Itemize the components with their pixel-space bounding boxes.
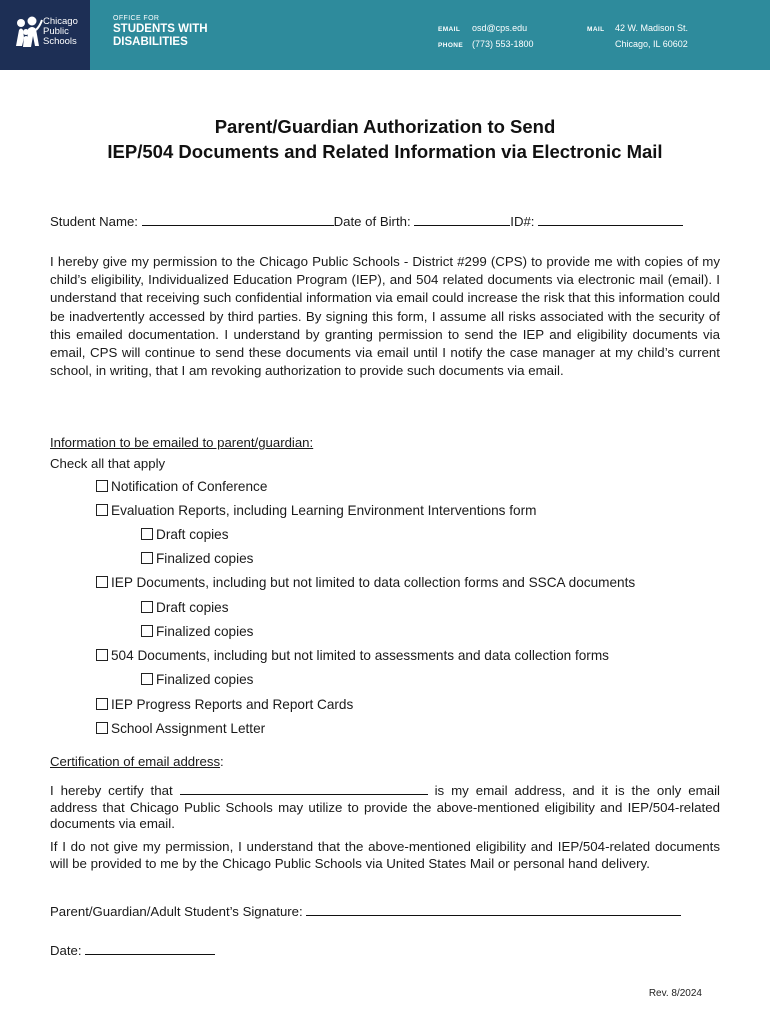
cps-family-logo-icon xyxy=(14,16,44,50)
logo-line-schools: Schools xyxy=(43,36,77,47)
checkbox-label: Draft copies xyxy=(156,600,229,615)
checkbox-label: 504 Documents, including but not limited to assessments and data collection forms xyxy=(111,648,609,663)
date-of-birth-label: Date of Birth: xyxy=(333,214,411,229)
checkbox-iep-documents[interactable] xyxy=(96,575,635,590)
letterhead-band xyxy=(0,0,770,70)
revision-label: Rev. 8/2024 xyxy=(648,988,702,999)
checkbox-iep-progress-reports[interactable] xyxy=(96,697,353,712)
checkbox-label: IEP Progress Reports and Report Cards xyxy=(111,697,354,712)
checkbox-label: Finalized copies xyxy=(156,624,254,639)
checkbox-504-documents[interactable] xyxy=(96,648,609,663)
title-line2: IEP/504 Documents and Related Information via Electronic Mail xyxy=(107,141,663,162)
checkbox-evaluation-reports[interactable] xyxy=(96,503,536,518)
phone-label: PHONE xyxy=(438,42,464,49)
checkbox-label: Evaluation Reports, including Learning Environment Interventions form xyxy=(111,503,537,518)
date-label: Date: xyxy=(50,943,82,958)
info-heading: Information to be emailed to parent/guardian: xyxy=(50,435,314,450)
checkbox-evaluation-finalized-copies[interactable] xyxy=(141,551,253,566)
contact-mail xyxy=(587,21,688,51)
phone-value: (773) 553-1800 xyxy=(472,39,534,49)
form-title xyxy=(0,114,770,164)
certify-prefix: I hereby certify that xyxy=(50,783,173,798)
checkbox-iep-finalized-copies[interactable] xyxy=(141,624,253,639)
signature-row xyxy=(50,903,681,919)
office-line1: STUDENTS WITH xyxy=(113,23,208,35)
email-label: EMAIL xyxy=(438,26,461,33)
date-field[interactable] xyxy=(85,942,215,955)
checkbox-label: Finalized copies xyxy=(156,551,254,566)
certification-heading xyxy=(50,754,224,769)
signature-label: Parent/Guardian/Adult Student’s Signature: xyxy=(50,904,303,919)
checkbox-notification-of-conference[interactable] xyxy=(96,479,267,494)
logo-line-public: Public xyxy=(43,26,69,37)
checkbox-square-icon[interactable] xyxy=(96,504,108,516)
certify-paragraph xyxy=(50,782,720,833)
contact-email-phone xyxy=(438,21,534,53)
checkbox-square-icon[interactable] xyxy=(141,625,153,637)
office-line2: DISABILITIES xyxy=(113,36,188,48)
office-name xyxy=(113,15,208,49)
email-value: osd@cps.edu xyxy=(472,23,528,33)
date-row xyxy=(50,942,215,958)
checkbox-504-finalized-copies[interactable] xyxy=(141,672,253,687)
certification-heading-text: Certification of email address xyxy=(50,754,221,769)
office-for-label: OFFICE FOR xyxy=(113,15,160,22)
checkbox-square-icon[interactable] xyxy=(141,528,153,540)
mail-line1: 42 W. Madison St. xyxy=(615,23,689,33)
email-address-field[interactable] xyxy=(180,782,428,795)
checkbox-square-icon[interactable] xyxy=(141,601,153,613)
checkbox-label: Finalized copies xyxy=(156,672,254,687)
checkbox-square-icon[interactable] xyxy=(96,722,108,734)
student-name-field[interactable] xyxy=(142,213,334,226)
check-all-instruction: Check all that apply xyxy=(50,456,166,471)
signature-field[interactable] xyxy=(306,903,681,916)
date-of-birth-field[interactable] xyxy=(414,213,510,226)
checkbox-label: School Assignment Letter xyxy=(111,721,266,736)
mail-line2: Chicago, IL 60602 xyxy=(615,39,688,49)
student-info-row xyxy=(50,213,683,229)
checkbox-square-icon[interactable] xyxy=(141,552,153,564)
checkbox-evaluation-draft-copies[interactable] xyxy=(141,527,229,542)
checkbox-label: IEP Documents, including but not limited to data collection forms and SSCA documents xyxy=(111,575,636,590)
checkbox-label: Notification of Conference xyxy=(111,479,268,494)
certify-suffix: is my email address, and it is the only email address that Chicago Public Schools may utilize to provide the above-mentioned eligibility and IEP/504-related documents via email. xyxy=(50,783,721,831)
checkbox-square-icon[interactable] xyxy=(96,649,108,661)
logo-line-chicago: Chicago xyxy=(43,16,78,27)
permission-paragraph: I hereby give my permission to the Chicago Public Schools - District #299 (CPS) to provide me with copies of my child’s eligibility, Individualized Education Program (IEP), and 504 related documents via electronic mail (email). I understand that receiving such confidential information via email could increase the risk that this information could be inadvertently accessed by third parties. By signing this form, I assume all risks associated with the security of this emailed documentation. I understand by granting permission to send the IEP and eligibility documents via email, CPS will continue to send these documents via email until I notify the case manager at my child’s current school, in writing, that I am revoking authorization to provide such documents via email. xyxy=(50,254,720,379)
checkbox-school-assignment-letter[interactable] xyxy=(96,721,265,736)
checkbox-square-icon[interactable] xyxy=(96,480,108,492)
title-line1: Parent/Guardian Authorization to Send xyxy=(214,116,556,137)
student-id-field[interactable] xyxy=(538,213,683,226)
checkbox-label: Draft copies xyxy=(156,527,229,542)
checkbox-iep-draft-copies[interactable] xyxy=(141,600,229,615)
checkbox-square-icon[interactable] xyxy=(96,698,108,710)
checkbox-square-icon[interactable] xyxy=(141,673,153,685)
student-name-label: Student Name: xyxy=(50,214,138,229)
mail-label: MAIL xyxy=(587,26,605,33)
cps-logo-block xyxy=(0,0,90,70)
cps-logo-text xyxy=(43,17,78,47)
student-id-label: ID#: xyxy=(510,214,535,229)
checkbox-square-icon[interactable] xyxy=(96,576,108,588)
decline-paragraph: If I do not give my permission, I understand that the above-mentioned eligibility and IEP/504-related documents will be provided to me by the Chicago Public Schools via United States Mail or personal hand delivery. xyxy=(50,839,720,871)
certification-heading-colon: : xyxy=(220,754,224,769)
